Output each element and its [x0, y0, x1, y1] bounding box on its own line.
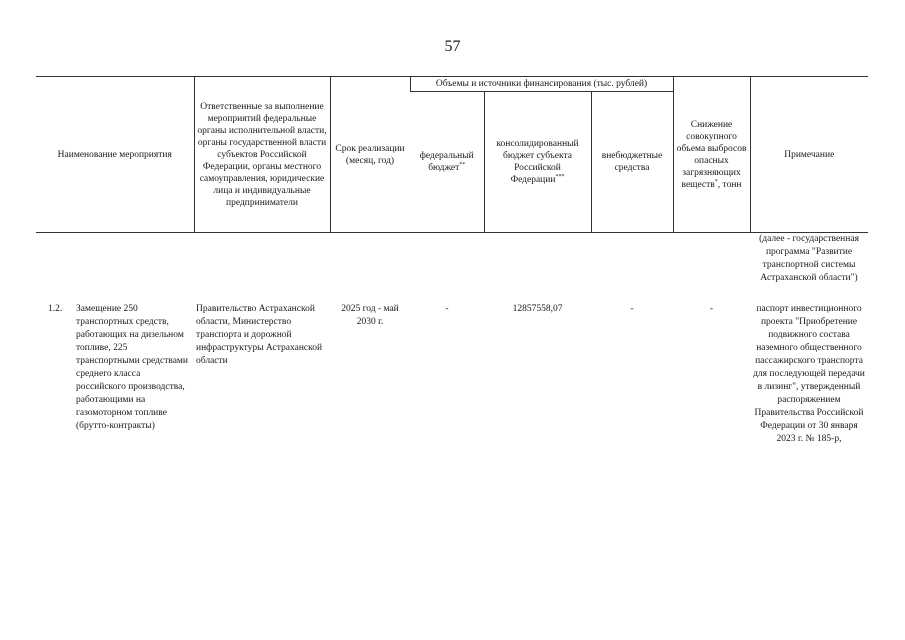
period-cell: 2025 год - май 2030 г.	[341, 304, 399, 327]
header-responsible: Ответственные за выполнение мероприятий федеральные органы исполнительной власти, органы государственной власти субъектов Российской Федерации, органы местного самоуправления, юридические лица и индивидуальные предприниматели	[194, 77, 330, 233]
measure-cell	[36, 303, 194, 446]
header-federal-budget-sup: **	[459, 161, 466, 168]
emission-reduction-cell: -	[709, 304, 714, 314]
extra-budget-cell: -	[630, 304, 634, 314]
note-cell: паспорт инвестиционного проекта "Приобретение подвижного состава наземного общественного пассажирского транспорта для последующей передачи в лизинг", утвержденный распоряжением Правительства Российской Федерации от 30 января 2023 г. № 185-р,	[753, 304, 865, 444]
header-federal-budget	[410, 92, 484, 233]
header-emission-reduction-text: Снижение совокупного объема выбросов опасных загрязняющих веществ	[676, 119, 747, 190]
header-funding-group: Объемы и источники финансирования (тыс. рублей)	[410, 77, 673, 92]
header-emission-reduction	[673, 77, 750, 233]
table-row	[36, 303, 868, 446]
header-consolidated-budget	[484, 92, 591, 233]
continuation-note: (далее - государственная программа "Развитие транспортной системы Астраханской области")	[759, 234, 859, 283]
header-measure-name: Наименование мероприятия	[36, 77, 194, 233]
measure-name: Замещение 250 транспортных средств, работающих на дизельном топливе, 225 транспортными средствами среднего класса российского производства, работающими на газомоторном топливе (брутто-контракты)	[76, 304, 189, 431]
header-emission-reduction-sup: *	[714, 178, 718, 185]
header-federal-budget-text: федеральный бюджет	[419, 151, 474, 173]
consolidated-budget-cell: 12857558,07	[512, 304, 563, 314]
header-note: Примечание	[750, 77, 868, 233]
responsible-cell: Правительство Астраханской области, Министерство транспорта и дорожной инфраструктуры Астраханской области	[196, 304, 323, 366]
measures-table	[36, 76, 868, 446]
federal-budget-cell: -	[445, 304, 449, 314]
header-period: Срок реализации (месяц, год)	[330, 77, 410, 233]
header-consolidated-budget-text: консолидированный бюджет субъекта Российской Федерации	[496, 139, 579, 185]
page-number: 57	[444, 38, 461, 55]
header-consolidated-budget-sup: ***	[555, 173, 565, 180]
header-emission-reduction-unit: , тонн	[717, 179, 742, 190]
header-extra-budget: внебюджетные средства	[591, 92, 673, 233]
row-index: 1.2.	[48, 304, 63, 314]
